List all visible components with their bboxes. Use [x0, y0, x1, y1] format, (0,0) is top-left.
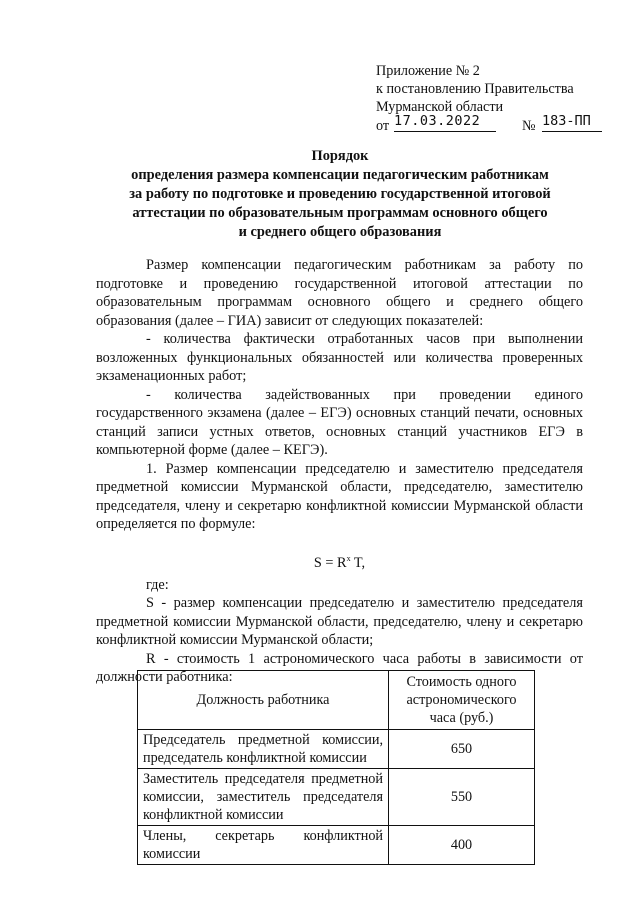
- intro-paragraph: Размер компенсации педагогическим работникам за работу по подготовке и проведению государственной итоговой аттестации по образовательным программам основного общего и среднего общего образования (далее – ГИА) зависит от следующих показателей:: [96, 257, 583, 329]
- appendix-resolution: к постановлению Правительства: [376, 81, 574, 97]
- indicator-item-1: - количества фактически отработанных часов при выполнении возложенных функциональных обязанностей или количества проверенных экзаменационных работ;: [96, 331, 583, 384]
- row-position: Председатель предметной комиссии, председатель конфликтной комиссии: [138, 730, 389, 769]
- formula-right: T,: [353, 554, 366, 571]
- where-label: где:: [146, 576, 169, 593]
- resolution-date-number: [376, 113, 626, 135]
- formula-multiply: x: [346, 553, 351, 563]
- appendix-header: [376, 62, 626, 135]
- formula-left: S = R: [313, 554, 347, 571]
- table-row: [138, 730, 535, 769]
- document-title: [90, 147, 590, 242]
- table-row: [138, 769, 535, 826]
- appendix-number: Приложение № 2: [376, 63, 480, 79]
- title-line-1: определения размера компенсации педагогическим работникам: [131, 167, 549, 183]
- header-position: Должность работника: [138, 671, 389, 730]
- formula: [96, 550, 583, 572]
- row-cost: 400: [389, 826, 535, 865]
- title-line-4: и среднего общего образования: [238, 224, 442, 240]
- appendix-region: Мурманской области: [376, 99, 504, 115]
- document-body: [96, 256, 583, 687]
- point-1-paragraph: 1. Размер компенсации председателю и заместителю председателя предметной комиссии Мурманской области, председателю, заместителю председателя, члену и секретарю конфликтной комиссии Мурманской области определяется по формуле:: [96, 460, 583, 532]
- date-prefix: от: [376, 118, 390, 134]
- s-definition: S - размер компенсации председателю и заместителю председателя предметной комиссии Мурманской области, председателю, члену и секретарю конфликтной комиссии Мурманской области;: [96, 595, 583, 649]
- row-position: Заместитель председателя предметной комиссии, заместитель председателя конфликтной комиссии: [138, 769, 389, 826]
- indicator-item-2: - количества задействованных при проведении единого государственного экзамена (далее – ЕГЭ) основных станций печати, основных станций записи устных ответов, основных станций участников ЕГЭ в компьютерной форме (далее – КЕГЭ).: [96, 386, 583, 458]
- title-line-3: аттестации по образовательным программам основного общего: [132, 205, 548, 221]
- title-heading: Порядок: [311, 148, 369, 164]
- row-position: Члены, секретарь конфликтной комиссии: [138, 826, 389, 865]
- table-row: [138, 826, 535, 865]
- resolution-date: 17.03.2022: [394, 112, 496, 132]
- row-cost: 550: [389, 769, 535, 826]
- compensation-table: [137, 670, 535, 865]
- r-definition: R - стоимость 1 астрономического часа работы в зависимости от должности работника:: [96, 650, 583, 686]
- number-prefix: №: [522, 118, 536, 134]
- table-header-row: [138, 671, 535, 730]
- header-cost: Стоимость одного астрономического часа (руб.): [389, 671, 535, 730]
- title-line-2: за работу по подготовке и проведению государственной итоговой: [129, 186, 551, 202]
- row-cost: 650: [389, 730, 535, 769]
- resolution-number: 183-ПП: [542, 112, 602, 132]
